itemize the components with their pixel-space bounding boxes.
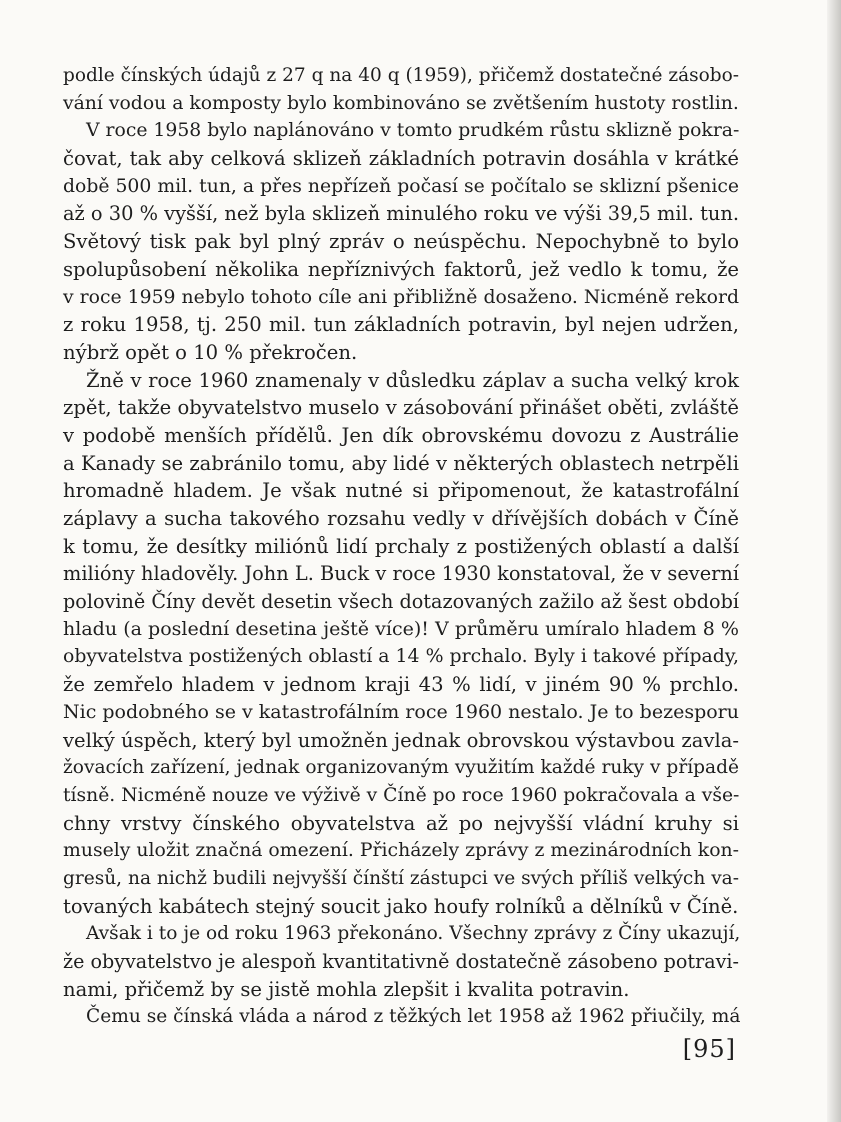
text-line: chny vrstvy čínského obyvatelstva až po nejvyšší vládní kruhy si [63, 811, 739, 835]
text-line: době 500 mil. tun, a přes nepřízeň počasí se počítalo se sklizní pšenice [63, 175, 739, 197]
text-line: Avšak i to je od roku 1963 překonáno. Všechny zprávy z Číny ukazují, [86, 923, 741, 945]
text-line: Čemu se čínská vláda a národ z těžkých let 1958 až 1962 přiučily, má [86, 1006, 741, 1028]
page-edge-shadow [827, 0, 841, 1122]
text-line: tovaných kabátech stejný soucit jako houfy rolníků a dělníků v Číně. [63, 894, 739, 918]
text-line: nami, přičemž by se jistě mohla zlepšit i kvalita potravin. [63, 977, 630, 1001]
text-line: hladu (a poslední desetina ještě více)! V průměru umíralo hladem 8 % [63, 617, 739, 640]
text-line: v roce 1959 nebylo tohoto cíle ani přibližně dosaženo. Nicméně rekord [63, 286, 739, 308]
text-line: až o 30 % vyšší, než byla sklizeň minulého roku ve výši 39,5 mil. tun. [63, 202, 739, 226]
text-line: hromadně hladem. Je však nutné si připomenout, že katastrofální [63, 479, 739, 503]
body-text [63, 62, 739, 1031]
text-line: velký úspěch, který byl umožněn jednak obrovskou výstavbou zavla- [63, 728, 739, 752]
text-line: podle čínských údajů z 27 q na 40 q (1959), přičemž dostatečné zásobo- [63, 65, 739, 86]
text-line: musely uložit značná omezení. Přicházely zprávy z mezinárodních kon- [63, 840, 739, 862]
text-line: a Kanady se zabránilo tomu, aby lidé v některých oblastech netrpěli [63, 451, 739, 475]
text-line: V roce 1958 bylo naplánováno v tomto prudkém růstu sklizně pokra- [86, 120, 740, 142]
text-line: nýbrž opět o 10 % překročen. [63, 340, 358, 364]
text-line: že obyvatelstvo je alespoň kvantitativně dostatečně zásobeno potravi- [63, 950, 739, 973]
text-line: obyvatelstva postižených oblastí a 14 % prchalo. Byly i takové případy, [63, 645, 739, 668]
text-line: Žně v roce 1960 znamenaly v důsledku záplav a sucha velký krok [86, 368, 739, 392]
text-line: polovině Číny devět desetin všech dotazovaných zažilo až šest období [63, 590, 739, 614]
page-number: [95] [682, 1035, 736, 1063]
text-line: Nic podobného se v katastrofálním roce 1960 nestalo. Je to bezesporu [63, 700, 739, 723]
text-line: žovacích zařízení, jednak organizovaným využitím každé ruky v případě [63, 757, 739, 779]
text-line: tísně. Nicméně nouze ve výživě v Číně po roce 1960 pokračovala a vše- [63, 784, 740, 806]
text-line: z roku 1958, tj. 250 mil. tun základních potravin, byl nejen udržen, [63, 313, 739, 337]
text-line: spolupůsobení několika nepříznivých faktorů, jež vedlo k tomu, že [63, 257, 739, 281]
text-line: milióny hladověly. John L. Buck v roce 1930 konstatoval, že v severní [63, 562, 739, 586]
text-line: gresů, na nichž budili nejvyšší čínští zástupci ve svých příliš velkých va- [63, 867, 739, 889]
text-line: Světový tisk pak byl plný zpráv o neúspěchu. Nepochybně to bylo [63, 230, 739, 254]
text-line: že zemřelo hladem v jednom kraji 43 % lidí, v jiném 90 % prchlo. [63, 673, 739, 697]
text-line: záplavy a sucha takového rozsahu vedly v dřívějších dobách v Číně [63, 507, 739, 530]
text-line: k tomu, že desítky miliónů lidí prchaly z postižených oblastí a další [63, 534, 739, 558]
text-line: v podobě menších přídělů. Jen dík obrovskému dovozu z Austrálie [63, 423, 739, 447]
text-line: zpět, takže obyvatelstvo muselo v zásobování přinášet oběti, zvláště [63, 396, 739, 420]
text-line: čovat, tak aby celková sklizeň základních potravin dosáhla v krátké [63, 147, 739, 171]
text-line: vání vodou a komposty bylo kombinováno se zvětšením hustoty rostlin. [63, 92, 739, 114]
